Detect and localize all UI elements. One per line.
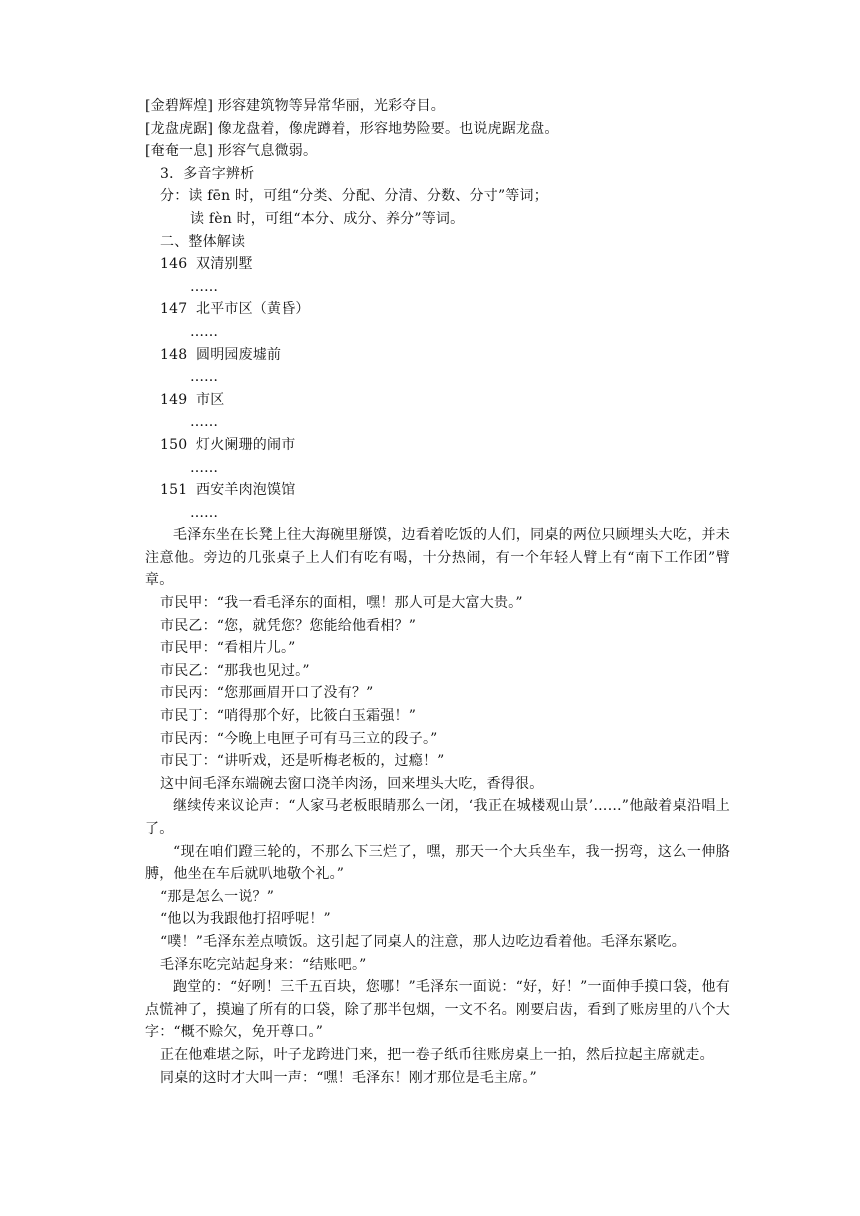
scene-number: 149	[160, 391, 188, 408]
scene-heading	[145, 479, 730, 502]
paragraph: 跑堂的：“好咧！三千五百块，您哪！”毛泽东一面说：“好，好！”一面伸手摸口袋，他有点慌神了，摸遍了所有的口袋，除了那半包烟，一文不名。刚要启齿，看到了账房里的八个大字：“概不赊欠，免开尊口。”	[145, 979, 730, 1041]
section-3-title: 3．多音字辨析	[160, 165, 255, 182]
action-line: 正在他难堪之际，叶子龙跨进门来，把一卷子纸币往账房桌上一拍，然后拉起主席就走。	[160, 1046, 714, 1063]
scene-number: 148	[160, 346, 188, 363]
dialogue-line: 市民甲：“我一看毛泽东的面相，嘿！那人可是大富大贵。”	[160, 595, 523, 612]
scene-title: 圆明园废墟前	[196, 346, 282, 363]
dialogue-line: 市民丙：“今晚上电匣子可有马三立的段子。”	[160, 730, 438, 747]
scene-title: 北平市区（黄昏）	[196, 301, 310, 318]
scene-title: 双清别墅	[196, 256, 253, 273]
scene-heading	[145, 298, 730, 321]
polyphone-line-1: 分：读 fēn 时，可组“分类、分配、分清、分数、分寸”等词；	[160, 188, 548, 205]
scene-list	[145, 253, 730, 524]
scene-ellipsis: ……	[190, 414, 218, 431]
vocab-entry-dying: [奄奄一息] 形容气息微弱。	[145, 143, 318, 160]
scene-heading	[145, 434, 730, 457]
dialogue-line: 市民乙：“那我也见过。”	[160, 662, 310, 679]
dialogue-line: 市民丙：“您那画眉开口了没有？”	[160, 685, 374, 702]
scene-ellipsis: ……	[190, 504, 218, 521]
document-body	[145, 95, 730, 1089]
polyphone-line-2: 读 fèn 时，可组“本分、成分、养分”等词。	[190, 210, 465, 227]
script-text	[145, 524, 730, 1089]
scene-number: 150	[160, 436, 188, 453]
vocab-entry-golden: [金碧辉煌] 形容建筑物等异常华丽，光彩夺目。	[145, 98, 445, 114]
scene-ellipsis: ……	[190, 323, 218, 340]
dialogue-line: “那是怎么一说？”	[160, 888, 275, 905]
scene-title: 市区	[196, 391, 225, 408]
dialogue-line: 市民乙：“您，就凭您？您能给他看相？”	[160, 617, 417, 634]
scene-number: 146	[160, 256, 188, 273]
action-line: 这中间毛泽东端碗去窗口浇羊肉汤，回来埋头大吃，香得很。	[160, 775, 544, 792]
scene-number: 147	[160, 301, 188, 318]
paragraph: 继续传来议论声：“人家马老板眼睛那么一闭，‘我正在城楼观山景’……”他敲着桌沿唱上了。	[145, 798, 730, 837]
scene-title: 灯火阑珊的闹市	[196, 436, 296, 453]
scene-heading	[145, 344, 730, 367]
section-two-title: 二、整体解读	[160, 233, 246, 250]
action-line: “噗！”毛泽东差点喷饭。这引起了同桌人的注意，那人边吃边看着他。毛泽东紧吃。	[160, 933, 686, 950]
action-line: 毛泽东吃完站起身来：“结账吧。”	[160, 956, 367, 973]
dialogue-line: 市民丁：“哨得那个好，比筱白玉霜强！”	[160, 708, 417, 725]
scene-ellipsis: ……	[190, 278, 218, 295]
scene-title: 西安羊肉泡馍馆	[196, 482, 296, 499]
scene-heading	[145, 253, 730, 276]
dialogue-line: 市民甲：“看相片儿。”	[160, 640, 296, 657]
vocab-entry-dragon-tiger: [龙盘虎踞] 像龙盘着，像虎蹲着，形容地势险要。也说虎踞龙盘。	[145, 120, 559, 137]
scene-heading	[145, 389, 730, 412]
scene-ellipsis: ……	[190, 369, 218, 386]
paragraph: “现在咱们蹬三轮的，不那么下三烂了，嘿，那天一个大兵坐车，我一拐弯，这么一伸胳膊，他坐在车后就叭地敬个礼。”	[145, 843, 730, 883]
scene-ellipsis: ……	[190, 459, 218, 476]
dialogue-line: 市民丁：“讲听戏，还是听梅老板的，过瘾！”	[160, 753, 445, 770]
dialogue-line: “他以为我跟他打招呼呢！”	[160, 911, 331, 928]
paragraph: 毛泽东坐在长凳上往大海碗里掰馍，边看着吃饭的人们，同桌的两位只顾埋头大吃，并未注意他。旁边的几张桌子上人们有吃有喝，十分热闹，有一个年轻人臂上有“南下工作团”臂章。	[145, 527, 730, 589]
dialogue-line: 同桌的这时才大叫一声：“嘿！毛泽东！刚才那位是毛主席。”	[160, 1069, 537, 1086]
scene-number: 151	[160, 482, 188, 499]
